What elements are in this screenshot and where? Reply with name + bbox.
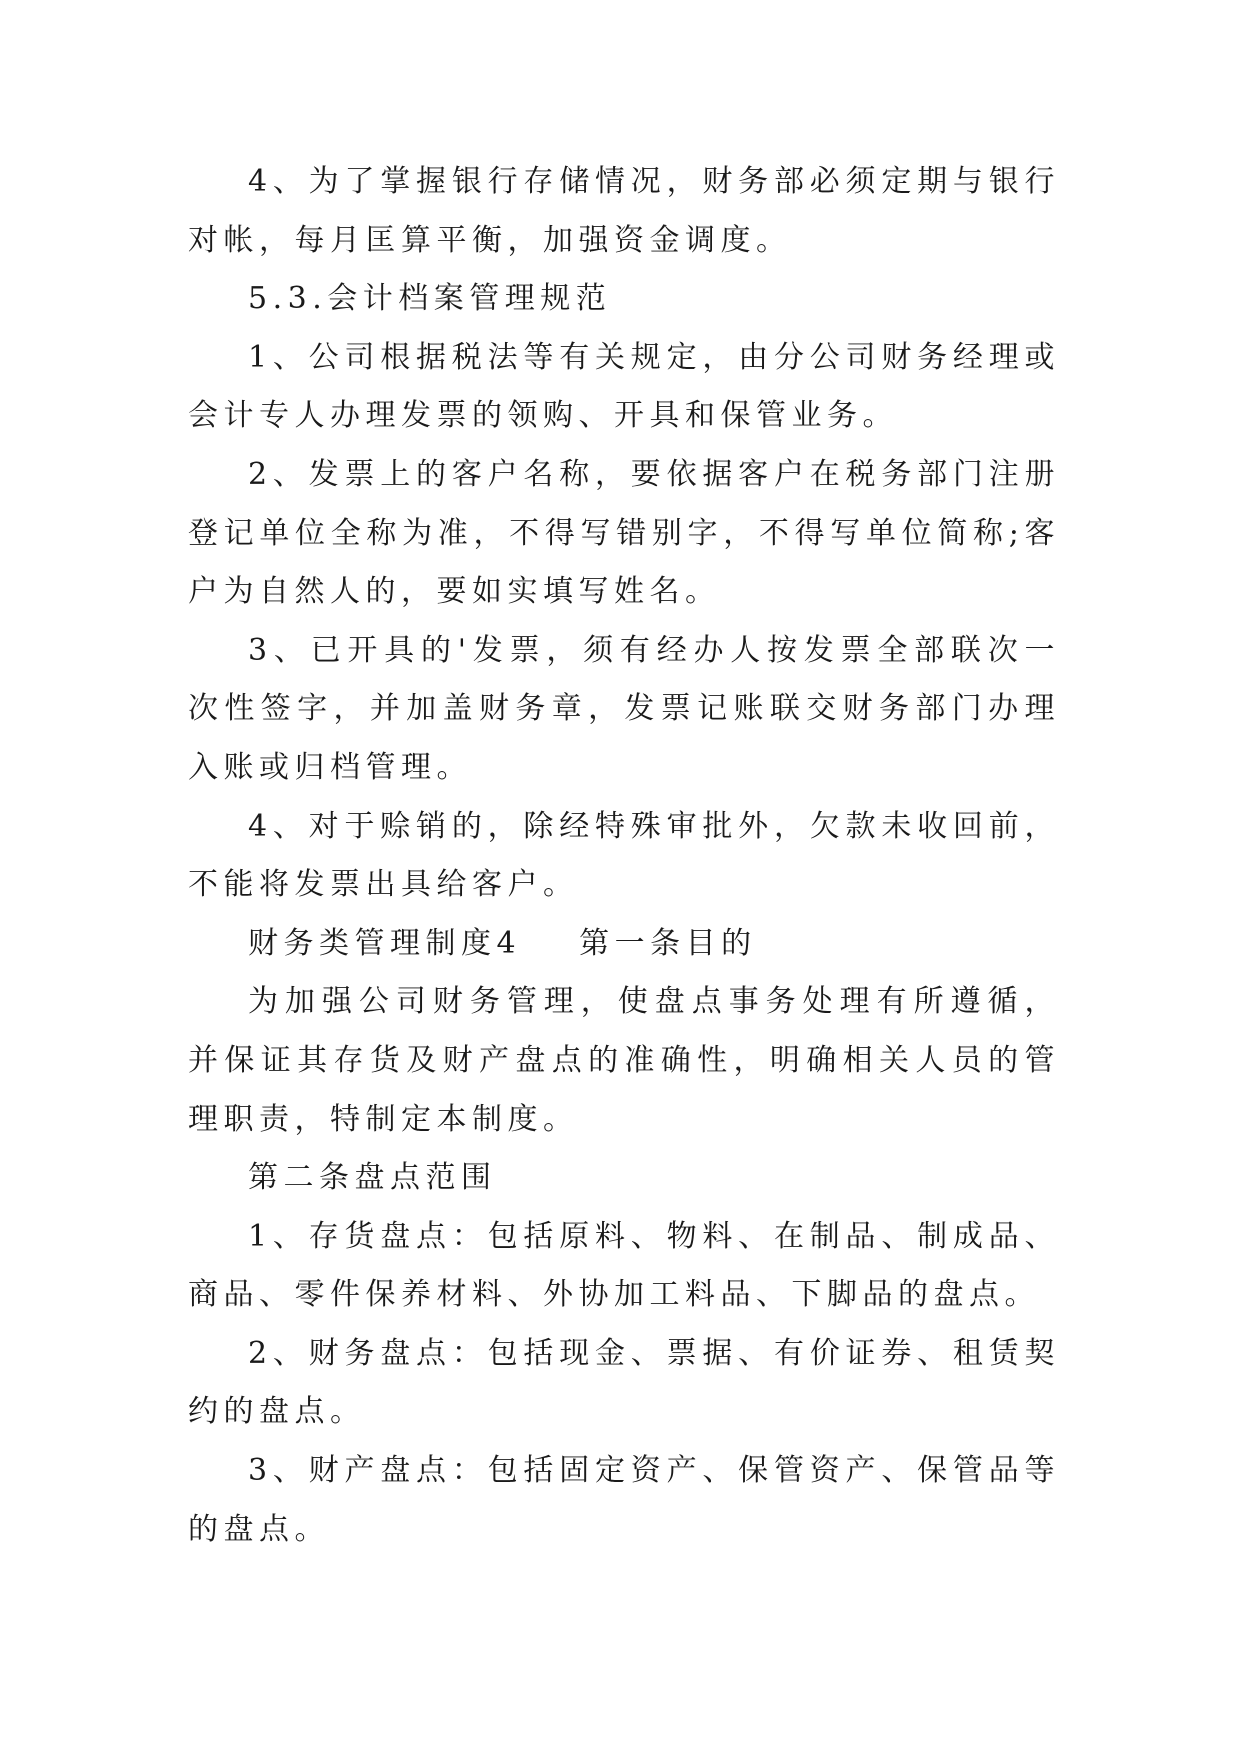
heading-system-title: 财务类管理制度4 (248, 925, 522, 961)
paragraph-financial-count: 2、财务盘点：包括现金、票据、有价证券、租赁契约的盘点。 (188, 1335, 1060, 1430)
paragraph-purpose: 为加强公司财务管理，使盘点事务处理有所遵循，并保证其存货及财产盘点的准确性，明确相关人员的管理职责，特制定本制度。 (188, 984, 1060, 1137)
paragraph-property-count: 3、财产盘点：包括固定资产、保管资产、保管品等的盘点。 (188, 1453, 1060, 1547)
paragraph-inventory-count: 1、存货盘点：包括原料、物料、在制品、制成品、商品、零件保养材料、外协加工料品、下脚品的盘点。 (188, 1218, 1060, 1313)
heading-article-two: 第二条盘点范围 (248, 1160, 497, 1196)
document-page (188, 153, 1060, 1559)
heading-article-one: 第一条目的 (579, 925, 757, 961)
paragraph-invoice-signature: 3、已开具的'发票，须有经办人按发票全部联次一次性签字，并加盖财务章，发票记账联交财务部门办理入账或归档管理。 (188, 632, 1060, 785)
paragraph-invoice-handling: 1、公司根据税法等有关规定，由分公司财务经理或会计专人办理发票的领购、开具和保管业务。 (188, 339, 1060, 434)
paragraph-customer-name: 2、发票上的客户名称，要依据客户在税务部门注册登记单位全称为准，不得写错别字，不得写单位简称;客户为自然人的，要如实填写姓名。 (188, 456, 1060, 610)
paragraph-bank-reconciliation: 4、为了掌握银行存储情况，财务部必须定期与银行对帐，每月匡算平衡，加强资金调度。 (188, 164, 1060, 258)
heading-line (188, 915, 1060, 974)
section-heading-accounting-archives: 5.3.会计档案管理规范 (248, 281, 612, 317)
paragraph-credit-sales: 4、对于赊销的，除经特殊审批外，欠款未收回前，不能将发票出具给客户。 (188, 808, 1060, 903)
